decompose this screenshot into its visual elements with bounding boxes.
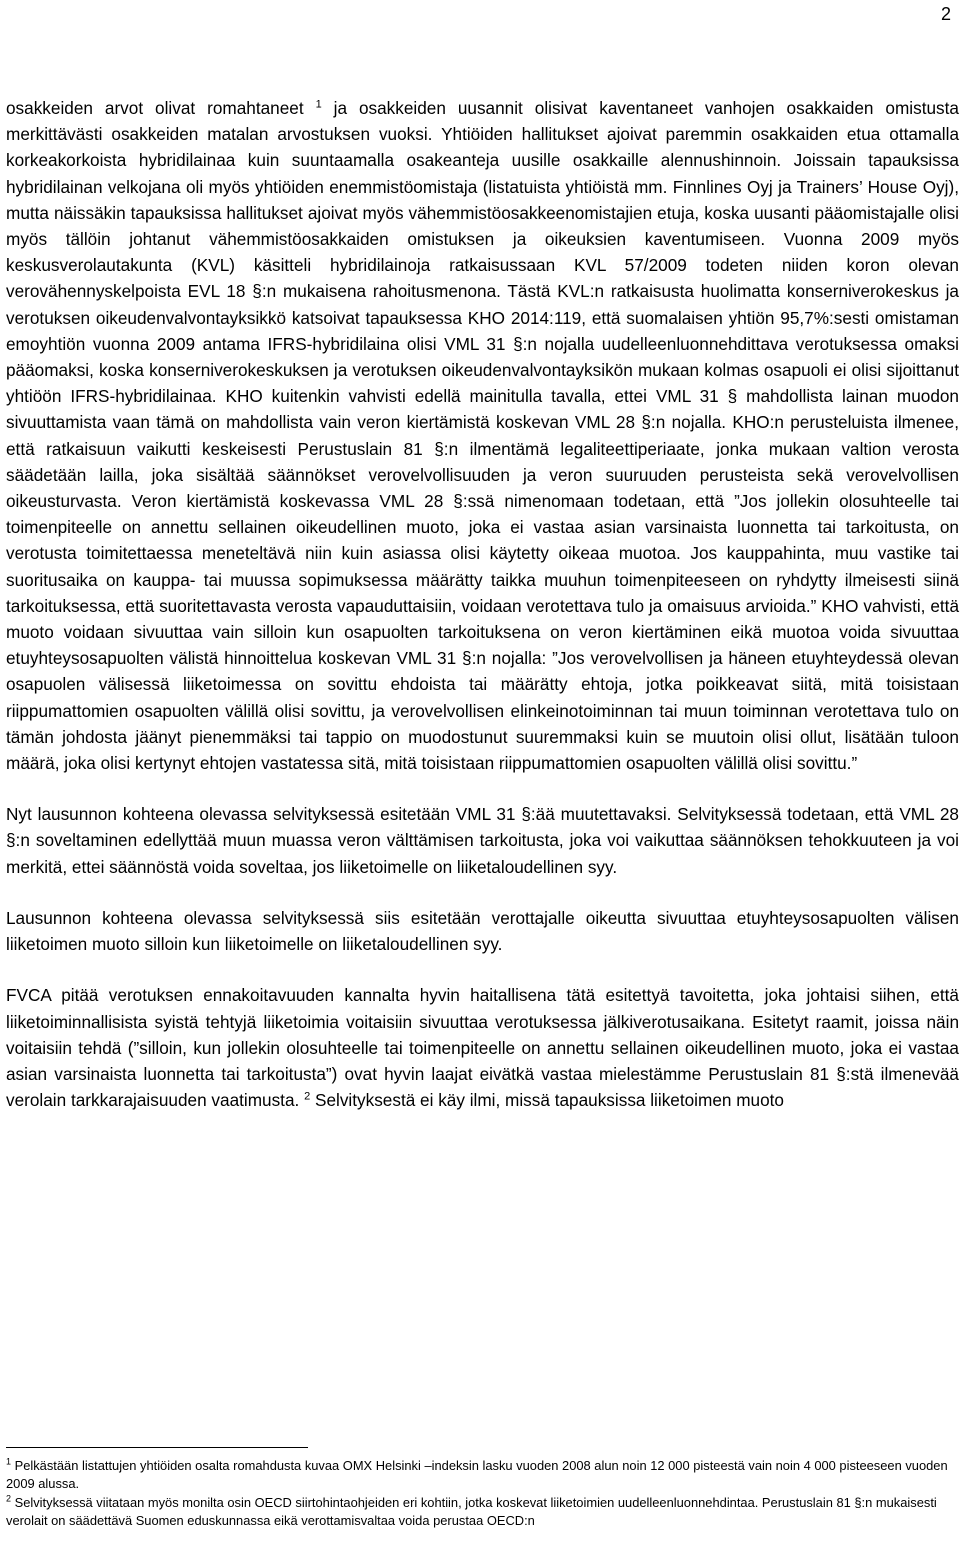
document-body [6, 95, 959, 1113]
body-paragraph-3 [6, 905, 959, 957]
body-paragraph-1 [6, 95, 959, 776]
footnote-separator [6, 1447, 308, 1448]
footnote-1 [6, 1457, 959, 1494]
body-paragraph-4 [6, 982, 959, 1113]
footnote-2 [6, 1494, 959, 1531]
footnotes [6, 1457, 959, 1530]
paragraph-text: Selvityksestä ei käy ilmi, missä tapauksissa liiketoimen muoto [310, 1090, 784, 1111]
footnote-text: Pelkästään listattujen yhtiöiden osalta romahdusta kuvaa OMX Helsinki –indeksin lasku vuoden 2008 alun noin 12 000 pisteestä vain noin 4 000 pisteeseen vuoden 2009 alussa. [6, 1458, 948, 1492]
page-number: 2 [940, 4, 951, 24]
footnote-reference-1[interactable]: 1 [315, 98, 322, 111]
footnote-reference-2[interactable]: 2 [304, 1090, 311, 1103]
footnote-text: Selvityksessä viitataan myös monilta osin OECD siirtohintaohjeiden eri kohtiin, jotka koskevat liiketoimien uudelleenluonnehdintaa. Perustuslain 81 §:n mukaisesti verolait on säädettävä Suomen eduskunnassa eikä verottamisvaltaa voida perustaa OECD:n [6, 1494, 937, 1528]
footnote-number: 2 [6, 1493, 12, 1504]
footnote-number: 1 [6, 1456, 12, 1467]
paragraph-text: Nyt lausunnon kohteena olevassa selvityksessä esitetään VML 31 §:ää muutettavaksi. Selvityksessä todetaan, että VML 28 §:n soveltaminen edellyttää muun muassa veron välttämisen tarkoitusta, joka voi vaikuttaa säännöksen tehokkuuteen ja voi merkitä, ettei säännöstä voida soveltaa, jos liiketoimelle on liiketaloudellinen syy. [6, 804, 959, 877]
paragraph-text: Lausunnon kohteena olevassa selvityksessä siis esitetään verottajalle oikeutta sivuuttaa etuyhteysosapuolten välisen liiketoimen muoto silloin kun liiketoimelle on liiketaloudellinen syy. [6, 907, 959, 955]
paragraph-text: FVCA pitää verotuksen ennakoitavuuden kannalta hyvin haitallisena tätä esitettyä tavoitetta, joka johtaisi siihen, että liiketoiminnallisista syistä tehtyjä liiketoimia voitaisiin sivuuttaa verotuksessa jälkiverotusaikana. Esitetyt raamit, joissa näin voitaisiin tehdä (”silloin, kun jollekin olosuhteelle tai toimenpiteelle on annettu sellainen oikeudellinen muoto, joka ei vastaa asian varsinaista luonnetta tai tarkoitusta”) ovat hyvin laajat eivätkä vastaa mielestämme Perustuslain 81 §:stä ilmenevää verolain tarkkarajaisuuden vaatimusta. [6, 985, 959, 1111]
body-paragraph-2 [6, 801, 959, 880]
paragraph-text: osakkeiden arvot olivat romahtaneet [6, 98, 316, 118]
paragraph-text: ja osakkeiden uusannit olisivat kaventaneet vanhojen osakkaiden omistusta merkittävästi osakkeiden matalan arvostuksen vuoksi. Yhtiöiden hallitukset ajoivat paremmin osakkaiden etua ottamalla korkeakorkoista hybridilainaa kuin suuntaamalla osakeanteja uusille osakkaille alennushinnoin. Joissain tapauksissa hybridilainan velkojana oli myös yhtiöiden enemmistöomistaja (listatuista yhtiöistä mm. Finnlines Oyj ja Trainers’ House Oyj), mutta näissäkin tapauksissa hallitukset ajoivat myös vähemmistöosakkeenomistajien etuja, koska uusanti pääomistajalle olisi myös tällöin johtanut vähemmistöosakkaiden omistuksen ja oikeuksien kaventumiseen. Vuonna 2009 myös keskusverolautakunta (KVL) käsitteli hybridilainoja ratkaisussaan KVL 57/2009 todeten niiden koron olevan verovähennyskelpoista EVL 18 §:n mukaisena rahoitusmenona. Tästä KVL:n ratkaisusta huolimatta konserniverokeskus ja verotuksen oikeudenvalvontayksikkö katsoivat tapauksessa KHO 2014:119, että suomalaisen yhtiön 95,7%:sesti omistaman emoyhtiön vuonna 2009 antama IFRS-hybridilaina olisi VML 31 §:n nojalla uudelleenluonnehdittava verotuksessa omaksi pääomaksi, koska konserniverokeskuksen ja verotuksen oikeudenvalvontayksikön mukaan kolmas osapuoli ei olisi sijoittanut yhtiöön IFRS-hybridilainaa. KHO kuitenkin vahvisti edellä mainitulla tavalla, ettei VML 31 § mahdollista lainan muodon sivuuttamista vaan tämä on mahdollista vain veron kiertämistä koskevan VML 28 §:n nojalla. KHO:n perusteluista ilmenee, että ratkaisuun vaikutti keskeisesti Perustuslain 81 §:n ilmentämä legaliteettiperiaate, jonka mukaan valtion verosta säädetään lailla, joka sisältää säännökset verovelvollisuuden ja veron suuruuden perusteista sekä verovelvollisen oikeusturvasta. Veron kiertämistä koskevassa VML 28 §:ssä nimenomaan todetaan, että ”Jos jollekin olosuhteelle tai toimenpiteelle on annettu sellainen oikeudellinen muoto, joka ei vastaa asian varsinaista luonnetta tai tarkoitusta, on verotusta toimitettaessa meneteltävä niin kuin asiassa olisi käytetty oikeaa muotoa. Jos kauppahinta, muu vastike tai suoritusaika on kauppa- tai muussa sopimuksessa määrätty taikka muuhun toimenpiteeseen on ryhdytty ilmeisesti siinä tarkoituksessa, että suoritettavasta verosta vapauduttaisiin, voidaan verotettava tulo ja omaisuus arvioida.” KHO vahvisti, että muoto voidaan sivuuttaa vain silloin kun osapuolten tarkoituksena on veron kiertäminen eikä muotoa voida sivuuttaa etuyhteysosapuolten välistä hinnoittelua koskevan VML 31 §:n nojalla: ”Jos verovelvollisen ja häneen etuyhteydessä olevan osapuolen välisessä liiketoimessa on sovittu ehdoista tai määrätty ehtoja, jotka poikkeavat siitä, mitä toisistaan riippumattomien osapuolten välillä olisi sovittu, ja verovelvollisen elinkeinotoiminnan tai muun toiminnan verotettava tulo on tämän johdosta jäänyt pienemmäksi tai tappio on muodostunut suuremmaksi kuin se muutoin olisi ollut, lisätään tuloon määrä, joka olisi kertynyt ehtojen vastatessa sitä, mitä toisistaan riippumattomien osapuolten välillä olisi sovittu.” [6, 98, 959, 774]
